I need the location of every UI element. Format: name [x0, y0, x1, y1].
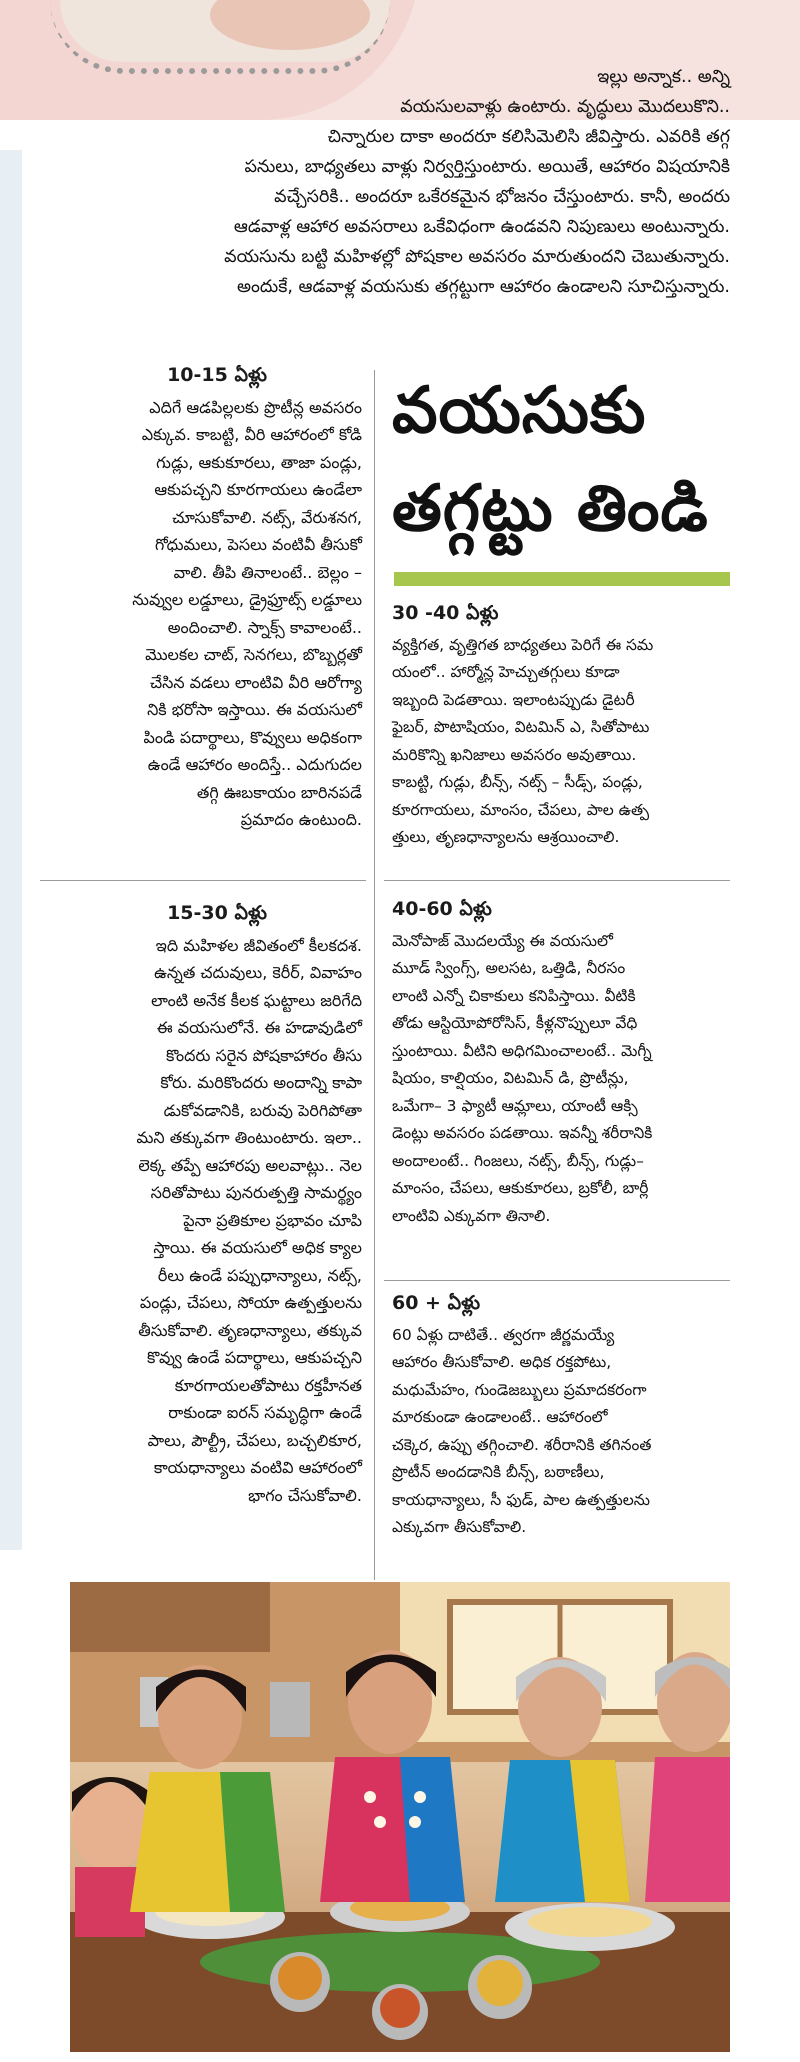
section-heading: 10-15 ఏళ్లు	[167, 364, 267, 386]
section-40-60	[392, 896, 732, 1230]
section-line: మధుమేహం, గుండెజబ్బులు ప్రమాదకరంగా	[392, 1380, 647, 1399]
section-line: డెంట్లు అవసరం పడతాయి. ఇవన్నీ శరీరానికి	[392, 1124, 653, 1142]
section-line: కాయధాన్యాలు వంటివి ఆహారంలో	[153, 1458, 362, 1477]
section-divider	[40, 880, 366, 881]
section-line: పాలు, పౌల్ట్రీ, చేపలు, బచ్చలికూర,	[147, 1430, 362, 1450]
intro-line: ఇల్లు అన్నాక.. అన్ని	[597, 67, 730, 87]
section-line: ఇబ్బంది పెడతాయి. ఇలాంటప్పుడు డైటరీ	[392, 690, 635, 709]
intro-paragraph	[80, 62, 730, 302]
section-line: లెక్క తప్పే ఆహారపు అలవాట్లు.. నెల	[138, 1155, 362, 1175]
intro-line: వయసులవాళ్లు ఉంటారు. వృద్ధులు మొదలుకొని..	[400, 97, 730, 117]
section-line: మారకుండా ఉండాలంటే.. ఆహారంలో	[392, 1408, 608, 1426]
headline-underline	[394, 572, 730, 586]
headline	[392, 362, 752, 558]
section-line: కోరు. మరికొందరు అందాన్ని కాపా	[160, 1073, 362, 1092]
section-line: రీలు ఉండే పప్పుధాన్యాలు, నట్స్,	[157, 1265, 362, 1285]
section-line: వ్యక్తిగత, వృత్తిగత బాధ్యతలు పెరిగే ఈ సమ	[392, 635, 654, 654]
family-meal-image	[70, 1582, 730, 2052]
intro-line: అందుకే, ఆడవాళ్ల వయసుకు తగ్గట్టుగా ఆహారం ఉండాలని సూచిస్తున్నారు.	[236, 277, 730, 297]
section-line: చేసిన వడలు లాంటివి వీరి ఆరోగ్యా	[149, 672, 362, 692]
section-line: 60 ఏళ్లు దాటితే.. త్వరగా జీర్ణమయ్యే	[392, 1325, 615, 1344]
section-line: మూడ్ స్వింగ్స్, అలసట, ఒత్తిడి, నీరసం	[392, 959, 626, 977]
left-margin-strip	[0, 150, 22, 1550]
section-line: కొందరు సరైన పోషకాహారం తీసు	[165, 1045, 362, 1065]
section-line: పిండి పదార్థాలు, కొవ్వులు అధికంగా	[143, 727, 362, 747]
section-line: భాగం చేసుకోవాలి.	[248, 1485, 362, 1505]
section-line: ప్రొటీన్ అందడానికి బీన్స్, బఠాణీలు,	[392, 1463, 605, 1481]
section-line: అందించాలి. స్నాక్స్ కావాలంటే..	[167, 617, 362, 637]
section-line: ఈ వయసులోనే. ఈ హడావుడిలో	[156, 1018, 362, 1037]
section-line: ఎక్కువగా తీసుకోవాలి.	[392, 1518, 527, 1536]
section-heading: 60 + ఏళ్లు	[392, 1292, 481, 1314]
section-line: కొవ్వు ఉండే పదార్థాలు, ఆకుపచ్చని	[147, 1348, 362, 1367]
section-line: లాంటివి ఎక్కువగా తినాలి.	[392, 1206, 551, 1225]
section-line: ప్రమాదం ఉంటుంది.	[240, 810, 362, 829]
section-15-30	[72, 900, 362, 1509]
section-line: తీసుకోవాలి. తృణధాన్యాలు, తక్కువ	[138, 1320, 362, 1340]
section-line: ఫైబర్, పొటాషియం, విటమిన్ ఎ, సితోపాటు	[392, 718, 650, 736]
section-line: ఆకుపచ్చని కూరగాయలు ఉండేలా	[154, 480, 362, 499]
section-line: మని తక్కువగా తింటుంటారు. ఇలా..	[136, 1128, 362, 1147]
section-divider	[384, 1280, 730, 1281]
family-meal-illustration	[70, 1582, 730, 2052]
section-line: ఒమేగా– 3 ఫ్యాటీ ఆమ్లాలు, యాంటీ ఆక్సి	[392, 1096, 638, 1115]
section-60-plus	[392, 1290, 732, 1542]
section-line: మరికొన్ని ఖనిజాలు అవసరం అవుతాయి.	[392, 745, 637, 764]
section-line: మాంసం, చేపలు, ఆకుకూరలు, బ్రకోలీ, బార్లీ	[392, 1179, 649, 1197]
section-line: డుకోవడానికి, బరువు పెరిగిపోతా	[163, 1100, 362, 1120]
section-line: పండ్లు, చేపలు, సోయా ఉత్పత్తులను	[139, 1293, 362, 1312]
section-10-15	[72, 362, 362, 834]
section-30-40	[392, 600, 732, 852]
section-line: తోడు ఆస్టియోపోరోసిస్, కీళ్లనొప్పులూ వేధి	[392, 1014, 638, 1032]
section-line: షియం, కాల్షియం, విటమిన్ డి, ప్రొటీన్లు,	[392, 1069, 629, 1087]
section-line: రాకుండా ఐరన్ సమృద్ధిగా ఉండే	[168, 1403, 362, 1422]
section-line: గుడ్లు, ఆకుకూరలు, తాజా పండ్లు,	[156, 452, 362, 472]
section-line: యంలో.. హార్మోన్ల హెచ్చుతగ్గులు కూడా	[392, 663, 620, 681]
section-line: లాంటి ఎన్నో చికాకులు కనిపిస్తాయి. వీటికి	[392, 986, 636, 1005]
section-line: మెనోపాజ్ మొదలయ్యే ఈ వయసులో	[392, 931, 613, 950]
headline-line-2: తగ్గట్టు తిండి	[392, 472, 709, 546]
section-line: ఉన్నత చదువులు, కెరీర్, వివాహం	[154, 963, 362, 982]
section-line: కూరగాయలు, మాంసం, చేపలు, పాల ఉత్ప	[392, 800, 650, 819]
section-heading: 15-30 ఏళ్లు	[167, 902, 267, 924]
headline-line-1: వయసుకు	[392, 374, 647, 448]
section-line: ఆహారం తీసుకోవాలి. అధిక రక్తపోటు,	[392, 1353, 612, 1371]
section-line: చూసుకోవాలి. నట్స్, వేరుశనగ,	[172, 507, 362, 527]
section-line: స్తుంటాయి. వీటిని అధిగమించాలంటే.. మెగ్నీ	[392, 1041, 652, 1060]
section-line: గోధుమలు, పెసలు వంటివీ తీసుకో	[154, 535, 362, 554]
section-line: వాలి. తీపి తినాలంటే.. బెల్లం –	[173, 562, 362, 582]
column-divider	[374, 370, 375, 1580]
section-heading: 40-60 ఏళ్లు	[392, 898, 492, 920]
section-line: కాబట్టి, గుడ్లు, బీన్స్, నట్స్ – సీడ్స్, పండ్లు,	[392, 773, 643, 791]
section-line: పైనా ప్రతికూల ప్రభావం చూపి	[183, 1210, 362, 1230]
section-line: చక్కెర, ఉప్పు తగ్గించాలి. శరీరానికి తగినంత	[392, 1435, 652, 1454]
section-line: కాయధాన్యాలు, సీ ఫుడ్, పాల ఉత్పత్తులను	[392, 1490, 650, 1509]
section-line: లాంటి అనేక కీలక ఘట్టాలు జరిగేది	[151, 990, 362, 1010]
section-line: ఇది మహిళల జీవితంలో కీలకదశ.	[155, 935, 362, 955]
intro-line: వయసును బట్టి మహిళల్లో పోషకాల అవసరం మారుతుందని చెబుతున్నారు.	[224, 247, 730, 267]
section-line: నువ్వుల లడ్డూలు, డ్రైఫ్రూట్స్ లడ్డూలు	[132, 590, 362, 609]
section-divider	[384, 880, 730, 881]
section-line: ఎక్కువ. కాబట్టి, వీరి ఆహారంలో కోడి	[141, 425, 362, 444]
intro-line: వచ్చేసరికి.. అందరూ ఒకేరకమైన భోజనం చేస్తుంటారు. కానీ, అందరు	[274, 187, 730, 207]
section-heading: 30 -40 ఏళ్లు	[392, 602, 499, 624]
section-line: అందాలంటే.. గింజలు, నట్స్, బీన్స్, గుడ్లు–	[392, 1151, 644, 1170]
section-line: సరితోపాటు పునరుత్పత్తి సామర్థ్యం	[150, 1183, 362, 1202]
section-line: నికి భరోసా ఇస్తాయి. ఈ వయసులో	[147, 700, 362, 719]
intro-line: పనులు, బాధ్యతలు వాళ్లు నిర్వర్తిస్తుంటారు. అయితే, ఆహారం విషయానికి	[244, 157, 730, 177]
section-line: ఉండే ఆహారం అందిస్తే.. ఎదుగుదల	[147, 755, 362, 774]
section-line: తగ్గి ఊబకాయం బారినపడే	[196, 782, 362, 802]
section-line: త్తులు, తృణధాన్యాలను ఆశ్రయించాలి.	[392, 828, 620, 846]
intro-line: ఆడవాళ్ల ఆహార అవసరాలు ఒకేవిధంగా ఉండవని నిపుణులు అంటున్నారు.	[233, 217, 730, 237]
section-line: స్తాయి. ఈ వయసులో అధిక క్యాల	[153, 1238, 362, 1257]
intro-line: చిన్నారుల దాకా అందరూ కలిసిమెలిసి జీవిస్తారు. ఎవరికి తగ్గ	[327, 127, 730, 147]
section-line: మొలకల చాట్, సెనగలు, బొబ్బర్లతో	[145, 645, 362, 664]
section-line: కూరగాయలతోపాటు రక్తహీనత	[174, 1375, 362, 1395]
section-line: ఎదిగే ఆడపిల్లలకు ప్రొటీన్ల అవసరం	[149, 397, 362, 417]
